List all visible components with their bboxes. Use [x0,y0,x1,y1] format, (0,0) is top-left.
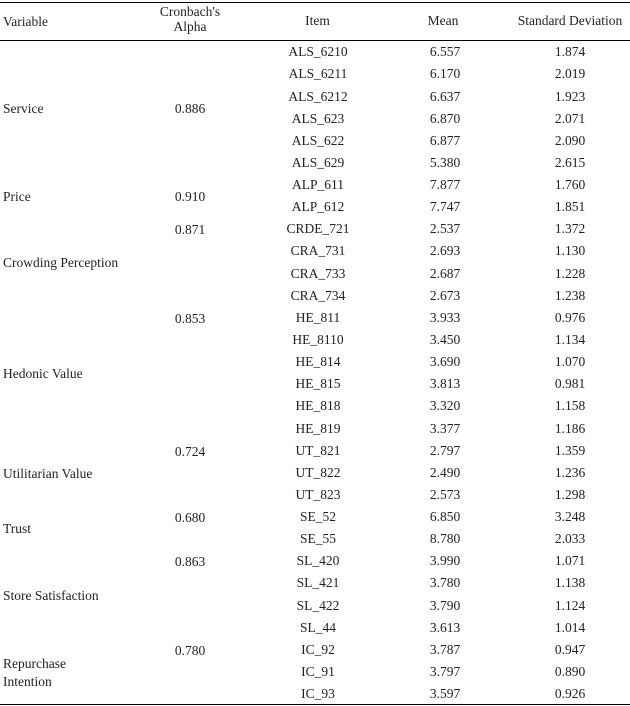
sd-cell: 1.760 [554,177,586,192]
header-variable: Variable [3,14,48,29]
header-item: Item [305,13,330,28]
item-cell: UT_821 [295,443,341,458]
table-row [0,63,630,85]
item-cell: IC_92 [301,642,335,657]
item-cell: UT_823 [295,487,341,502]
table-row [0,130,630,152]
variable-store-satisfaction: Store Satisfaction [3,588,99,603]
item-cell: HE_815 [295,376,341,391]
item-cell: ALS_629 [291,155,345,170]
mean-cell: 2.573 [429,487,461,502]
mean-cell: 3.990 [429,553,461,568]
table-row [0,528,630,550]
item-cell: HE_811 [295,310,341,325]
sd-cell: 1.186 [554,421,586,436]
alpha-service: 0.886 [174,101,206,116]
sd-cell: 0.976 [554,310,586,325]
table-row [0,307,630,329]
table-row [0,440,630,462]
mean-cell: 6.877 [429,133,461,148]
mean-cell: 8.780 [429,531,461,546]
alpha-utilitarian-value: 0.724 [174,444,206,459]
item-cell: UT_822 [295,465,341,480]
item-cell: HE_818 [295,398,341,413]
sd-cell: 1.071 [554,553,586,568]
mean-cell: 3.797 [429,664,461,679]
mean-cell: 2.673 [429,288,461,303]
item-cell: SL_44 [299,620,336,635]
sd-cell: 2.071 [554,111,586,126]
mean-cell: 2.537 [429,221,461,236]
sd-cell: 1.134 [554,332,586,347]
sd-cell: 2.090 [554,133,586,148]
table-row [0,240,630,262]
item-cell: ALS_6210 [288,44,348,59]
sd-cell: 1.124 [554,598,586,613]
mean-cell: 3.377 [429,421,461,436]
table-row [0,506,630,528]
table-row [0,263,630,285]
table-row [0,639,630,661]
mean-cell: 6.870 [429,111,461,126]
table-row [0,86,630,108]
table-row [0,329,630,351]
item-cell: CRA_733 [290,266,346,281]
table-row [0,462,630,484]
table-top-rule [0,2,630,3]
table-row [0,617,630,639]
item-cell: SE_52 [299,509,336,524]
item-cell: ALP_611 [291,177,344,192]
sd-cell: 1.158 [554,398,586,413]
header-mean: Mean [427,13,459,28]
item-cell: ALP_612 [291,199,345,214]
table-row [0,41,630,63]
table-row [0,550,630,572]
table-row [0,595,630,617]
item-cell: ALS_6211 [288,66,348,81]
sd-cell: 0.947 [554,642,586,657]
mean-cell: 3.787 [429,642,461,657]
sd-cell: 2.033 [554,531,586,546]
variable-repurchase-line2: Intention [3,674,52,689]
mean-cell: 3.813 [429,376,461,391]
table-row [0,373,630,395]
table-row [0,572,630,594]
mean-cell: 7.747 [429,199,461,214]
item-cell: HE_819 [295,421,341,436]
table-row [0,418,630,440]
item-cell: HE_814 [295,354,341,369]
mean-cell: 2.797 [429,443,461,458]
item-cell: SL_421 [296,575,340,590]
sd-cell: 1.238 [554,288,586,303]
mean-cell: 3.690 [429,354,461,369]
item-cell: HE_8110 [292,332,344,347]
table-row [0,108,630,130]
alpha-price: 0.910 [174,189,206,204]
variable-repurchase-line1: Repurchase [3,656,66,671]
mean-cell: 3.933 [429,310,461,325]
table-row [0,218,630,240]
variable-crowding-perception: Crowding Perception [3,255,119,270]
sd-cell: 1.070 [554,354,586,369]
mean-cell: 3.597 [429,686,461,701]
mean-cell: 2.693 [429,243,461,258]
sd-cell: 1.359 [554,443,586,458]
alpha-trust: 0.680 [174,510,206,525]
item-cell: ALS_623 [291,111,345,126]
header-alpha-line1: Cronbach's [159,4,221,19]
sd-cell: 0.890 [554,664,586,679]
mean-cell: 6.170 [429,66,461,81]
variable-trust: Trust [3,521,32,536]
item-cell: IC_93 [301,686,335,701]
item-cell: ALS_622 [291,133,345,148]
item-cell: CRA_734 [290,288,346,303]
header-alpha [150,4,230,34]
mean-cell: 3.780 [429,575,461,590]
mean-cell: 6.557 [429,44,461,59]
sd-cell: 2.019 [554,66,586,81]
item-cell: SL_420 [296,553,340,568]
sd-cell: 1.372 [554,221,586,236]
mean-cell: 2.687 [429,266,461,281]
sd-cell: 1.130 [554,243,586,258]
sd-cell: 0.981 [554,376,586,391]
mean-cell: 2.490 [429,465,461,480]
table-row [0,484,630,506]
alpha-store-satisfaction: 0.863 [174,554,206,569]
table-row [0,174,630,196]
sd-cell: 1.298 [554,487,586,502]
sd-cell: 1.874 [554,44,586,59]
table-row [0,196,630,218]
table-row [0,395,630,417]
table-row [0,351,630,373]
item-cell: ALS_6212 [288,89,348,104]
mean-cell: 6.850 [429,509,461,524]
table-row [0,152,630,174]
sd-cell: 1.138 [554,575,586,590]
item-cell: CRDE_721 [286,221,350,236]
item-cell: CRA_731 [290,243,346,258]
sd-cell: 1.228 [554,266,586,281]
sd-cell: 1.923 [554,89,586,104]
variable-utilitarian-value: Utilitarian Value [3,466,93,481]
header-alpha-line2: Alpha [173,19,207,34]
alpha-crowding-perception: 0.871 [174,222,206,237]
mean-cell: 3.613 [429,620,461,635]
alpha-hedonic-value: 0.853 [174,311,206,326]
item-cell: IC_91 [301,664,335,679]
alpha-repurchase-intention: 0.780 [174,643,206,658]
sd-cell: 2.615 [554,155,586,170]
item-cell: SL_422 [296,598,340,613]
variable-service: Service [3,101,44,116]
mean-cell: 3.450 [429,332,461,347]
sd-cell: 1.014 [554,620,586,635]
mean-cell: 5.380 [429,155,461,170]
table-row [0,661,630,683]
sd-cell: 0.926 [554,686,586,701]
table-row [0,285,630,307]
variable-hedonic-value: Hedonic Value [3,366,83,381]
mean-cell: 3.320 [429,398,461,413]
sd-cell: 1.236 [554,465,586,480]
mean-cell: 6.637 [429,89,461,104]
header-sd: Standard Deviation [517,13,623,28]
variable-price: Price [3,189,31,204]
table-row [0,683,630,705]
mean-cell: 3.790 [429,598,461,613]
item-cell: SE_55 [299,531,336,546]
sd-cell: 3.248 [554,509,586,524]
sd-cell: 1.851 [554,199,586,214]
mean-cell: 7.877 [429,177,461,192]
